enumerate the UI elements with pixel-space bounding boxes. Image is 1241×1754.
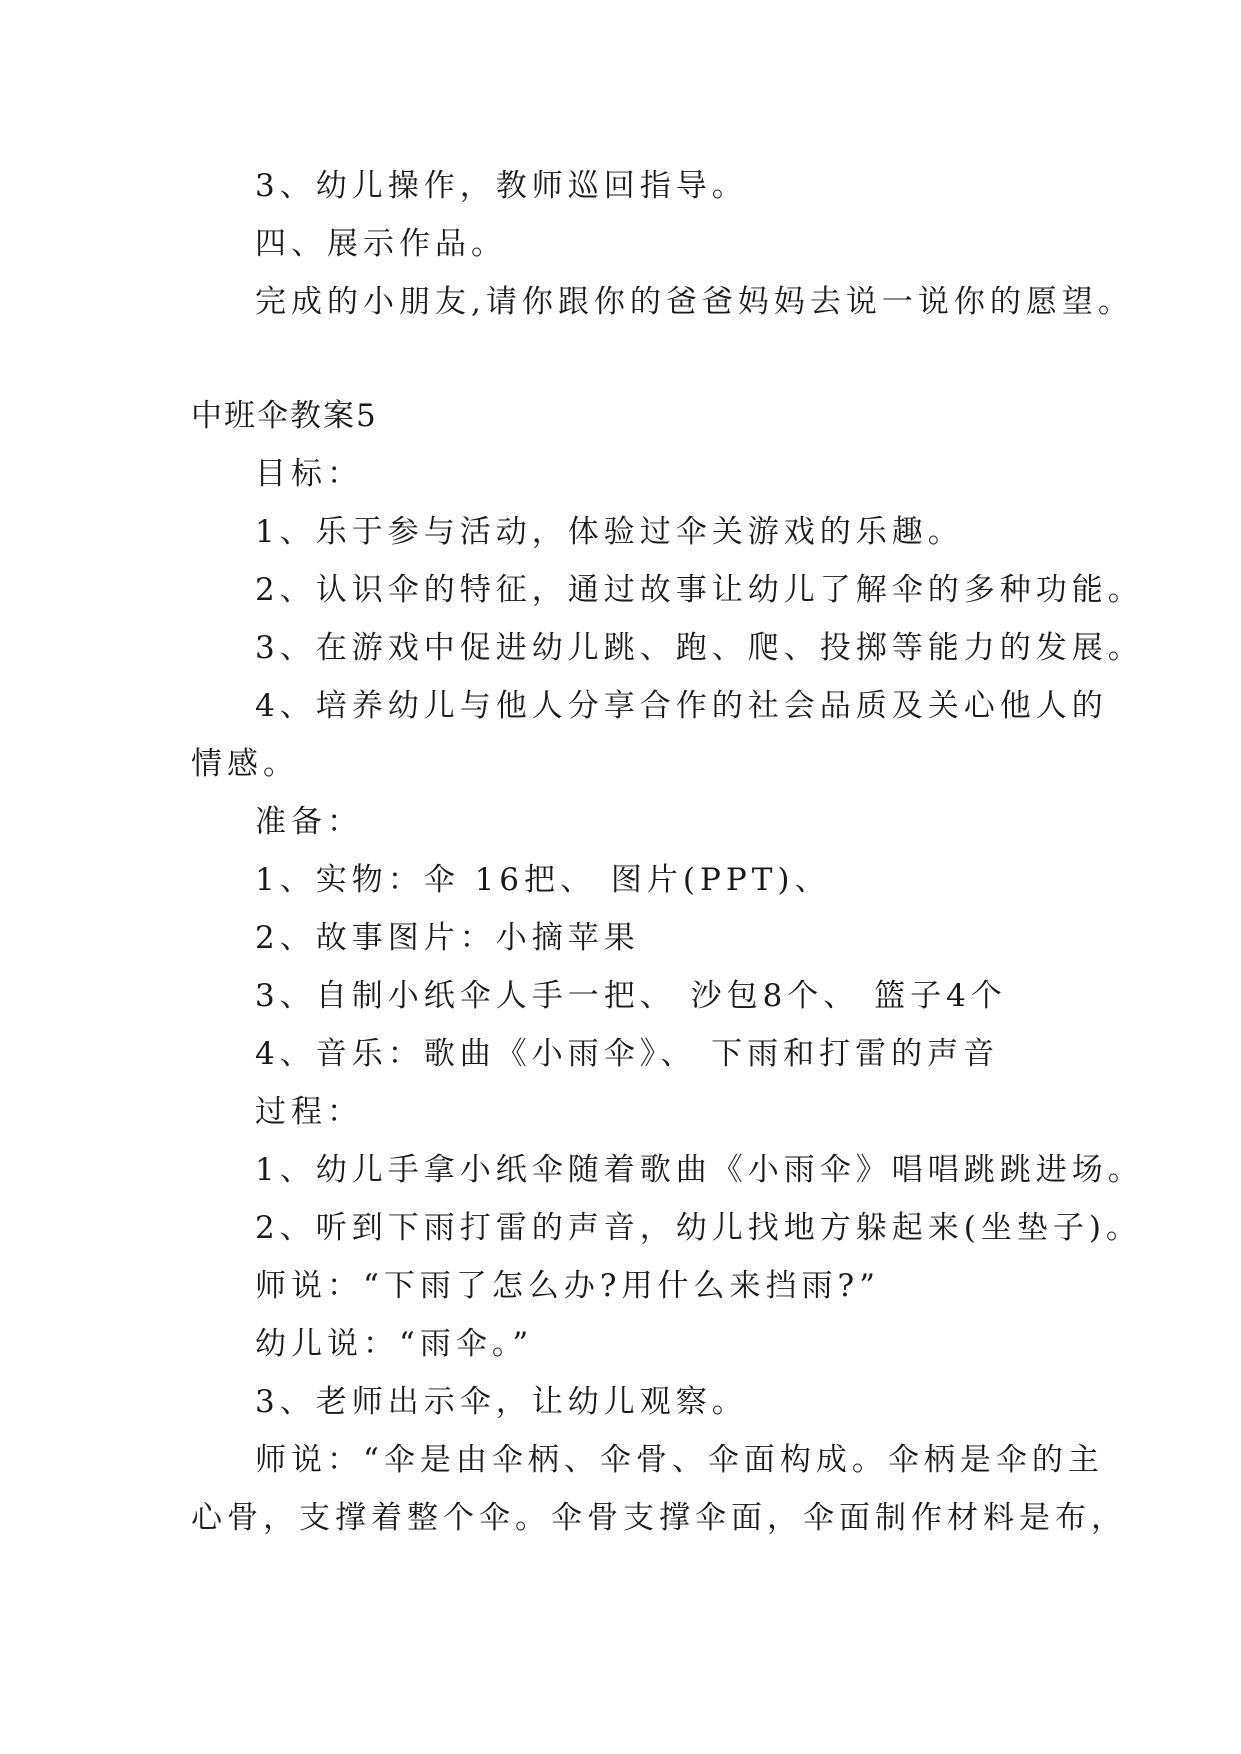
paragraph-line: 四、展示作品。 xyxy=(255,226,507,262)
paragraph-line: 2、故事图片：小摘苹果 xyxy=(255,920,640,956)
section-heading: 中班伞教案5 xyxy=(191,398,378,434)
paragraph-line: 4、培养幼儿与他人分享合作的社会品质及关心他人的 xyxy=(255,688,1108,724)
paragraph-line: 心骨，支撑着整个伞。伞骨支撑伞面，伞面制作材料是布， xyxy=(191,1500,1127,1536)
paragraph-line: 3、幼儿操作，教师巡回指导。 xyxy=(255,168,748,204)
paragraph-line: 3、自制小纸伞人手一把、 沙包8个、 篮子4个 xyxy=(255,978,1007,1014)
paragraph-line: 4、音乐：歌曲《小雨伞》、 下雨和打雷的声音 xyxy=(255,1036,1000,1072)
paragraph-line: 2、听到下雨打雷的声音，幼儿找地方躲起来(坐垫子)。 xyxy=(255,1210,1142,1246)
paragraph-line: 1、实物：伞 16把、 图片(PPT)、 xyxy=(255,862,831,898)
paragraph-line: 1、乐于参与活动，体验过伞关游戏的乐趣。 xyxy=(255,514,964,550)
paragraph-line: 情感。 xyxy=(191,746,299,782)
paragraph-line: 2、认识伞的特征，通过故事让幼儿了解伞的多种功能。 xyxy=(255,572,1144,608)
paragraph-line: 完成的小朋友,请你跟你的爸爸妈妈去说一说你的愿望。 xyxy=(255,284,1134,320)
paragraph-line: 师说：“下雨了怎么办?用什么来挡雨?” xyxy=(255,1268,880,1304)
paragraph-line: 目标： xyxy=(255,456,363,492)
paragraph-line: 准备： xyxy=(255,804,363,840)
paragraph-line: 过程： xyxy=(255,1094,363,1130)
paragraph-line: 3、老师出示伞，让幼儿观察。 xyxy=(255,1384,748,1420)
paragraph-line: 幼儿说：“雨伞。” xyxy=(255,1326,534,1362)
paragraph-line: 1、幼儿手拿小纸伞随着歌曲《小雨伞》唱唱跳跳进场。 xyxy=(255,1152,1144,1188)
paragraph-line: 3、在游戏中促进幼儿跳、跑、爬、投掷等能力的发展。 xyxy=(255,630,1144,666)
paragraph-line: 师说：“伞是由伞柄、伞骨、伞面构成。伞柄是伞的主 xyxy=(255,1442,1104,1478)
